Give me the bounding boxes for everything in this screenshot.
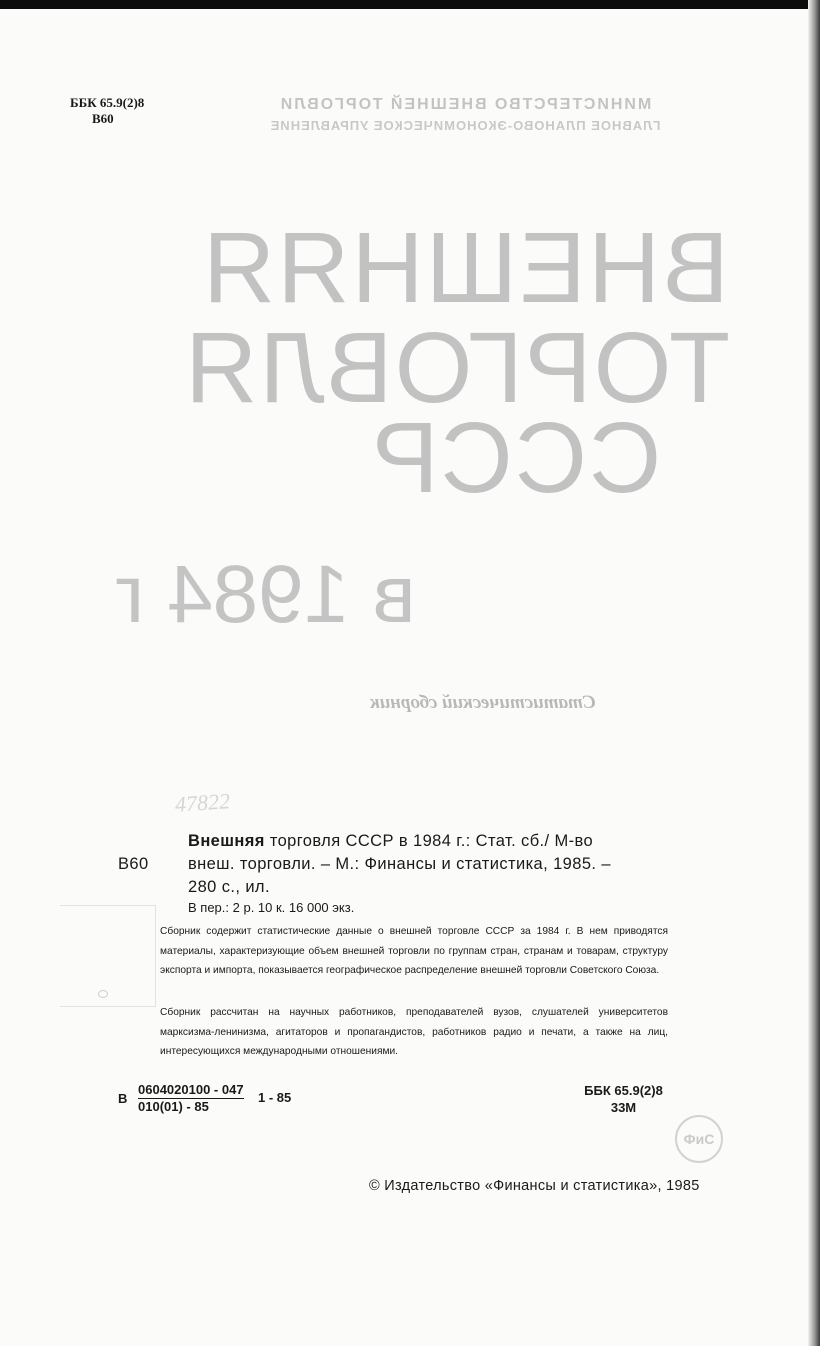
pencil-inventory-number: 47822: [174, 788, 231, 817]
bbk-header: [70, 95, 144, 127]
abstract-paragraph-2: [160, 1003, 668, 1062]
bbk-right-code: ББК 65.9(2)8: [584, 1083, 663, 1098]
catalog-title-bold: Внешняя: [188, 832, 265, 850]
bleed-title-line2: ТОРГОВЛЯ: [183, 312, 730, 424]
index-numerator: 0604020100 - 047: [138, 1082, 244, 1097]
index-denominator: 010(01) - 85: [138, 1099, 209, 1114]
publisher-seal-logo: ФиС: [675, 1115, 723, 1163]
bbk-code: ББК 65.9(2)8: [70, 95, 145, 110]
catalog-pages: 280 с., ил.: [188, 878, 270, 896]
shelf-code: В60: [92, 111, 114, 126]
bbk-right-block: [576, 1082, 671, 1116]
bleed-subtitle: Статистический сборник: [370, 692, 596, 713]
page-right-edge: [808, 0, 820, 1346]
catalog-publisher: внеш. торговли. – М.: Финансы и статистика, 1985. –: [188, 855, 611, 873]
bleed-ministry: МИНИСТЕРСТВО ВНЕШНЕЙ ТОРГОВЛИ: [278, 96, 652, 113]
catalog-line-1: [118, 830, 688, 853]
bleed-title-line1: ВНЕШНЯЯ: [201, 212, 729, 324]
catalog-title-rest: торговля СССР в 1984 г.: Стат. сб./ М-во: [264, 832, 594, 850]
catalog-shelf-code: В60: [118, 855, 149, 873]
copyright-line: © Издательство «Финансы и статистика», 1985: [369, 1178, 700, 1194]
abstract-paragraph-1: [160, 922, 668, 981]
catalog-line-2: [118, 853, 688, 876]
top-edge-shadow: [0, 0, 820, 9]
bleed-department: ГЛАВНОЕ ПЛАНОВО-ЭКОНОМИЧЕСКОЕ УПРАВЛЕНИЕ: [269, 118, 661, 133]
faint-stamp-frame: [60, 905, 156, 1007]
catalog-line-3: [118, 876, 688, 899]
index-letter: В: [118, 1091, 128, 1106]
abstract-text-1: Сборник содержит статистические данные о внешней торговле СССР за 1984 г. В нем приводятся материалы, характеризующие объем внешней торговли по группам стран, странам и товарам, структуру экспорта и импорта, показывается географическое распределение внешней торговли Советского Союза.: [160, 926, 668, 976]
abstract-text-2: Сборник рассчитан на научных работников, преподавателей вузов, слушателей университетов марксизма-ленинизма, агитаторов и пропагандистов, работников радио и печати, а также на лиц, интересующихся международными отношениями.: [160, 1007, 668, 1057]
bleed-title-line3: СССР: [370, 402, 662, 514]
price-line: В пер.: 2 р. 10 к. 16 000 экз.: [188, 900, 355, 915]
catalog-card: [118, 830, 688, 899]
bleed-year: в 1984 г: [114, 549, 416, 640]
index-fraction: [138, 1082, 244, 1114]
bbk-right-author-mark: 33М: [610, 1100, 637, 1115]
faint-stamp-mark: [98, 990, 108, 998]
index-suffix: 1 - 85: [258, 1090, 292, 1105]
